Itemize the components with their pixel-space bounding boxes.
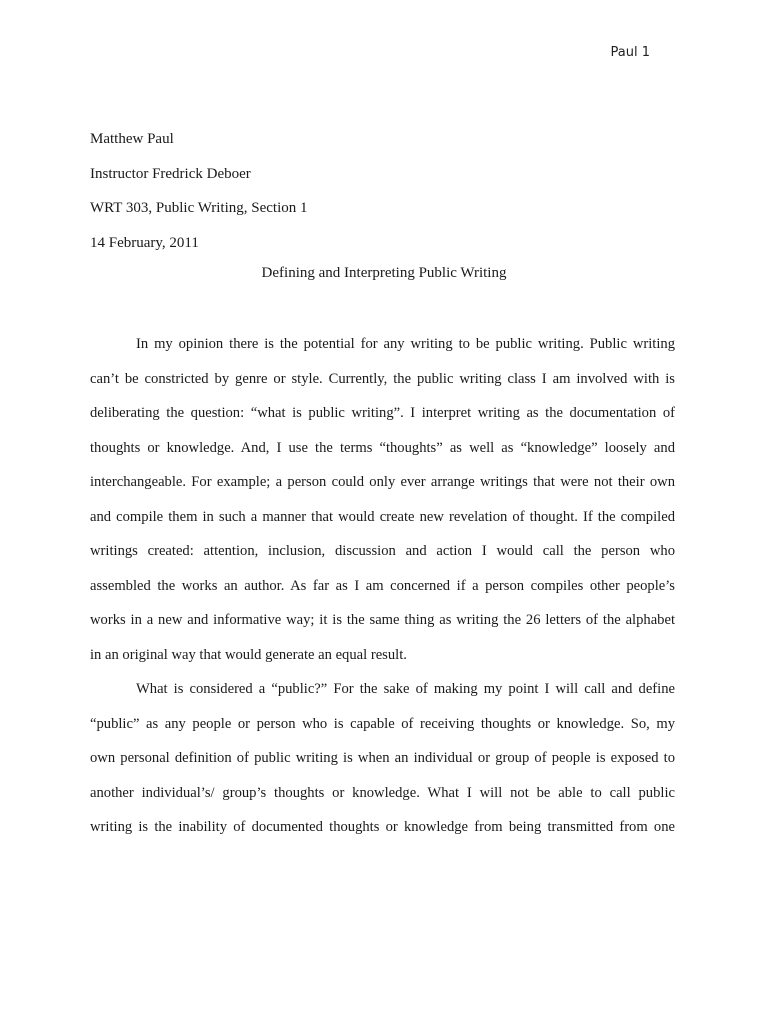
paragraph-2-line-5: writing is the inability of documented thoughts or knowledge from being transmitted from one — [90, 819, 675, 835]
author-name: Matthew Paul — [90, 131, 174, 147]
course-info: WRT 303, Public Writing, Section 1 — [90, 200, 308, 216]
paragraph-1-line-5: interchangeable. For example; a person could only ever arrange writings that were not their own — [90, 474, 675, 490]
paragraph-1-line-6: and compile them in such a manner that would create new revelation of thought. If the compiled — [90, 508, 675, 525]
paragraph-2-line-4: another individual’s/ group’s thoughts or knowledge. What I will not be able to call public — [90, 784, 675, 801]
paragraph-2-line-1: What is considered a “public?” For the sake of making my point I will call and define — [136, 681, 675, 697]
paragraph-2-line-2: “public” as any people or person who is capable of receiving thoughts or knowledge. So, my — [90, 715, 675, 732]
paragraph-2-line-3: own personal definition of public writing is when an individual or group of people is exposed to — [90, 750, 675, 766]
instructor-name: Instructor Fredrick Deboer — [90, 165, 251, 182]
paragraph-1-line-1: In my opinion there is the potential for any writing to be public writing. Public writing — [136, 336, 675, 352]
running-header: Paul 1 — [610, 45, 650, 60]
paragraph-1-line-4: thoughts or knowledge. And, I use the terms “thoughts” as well as “knowledge” loosely and — [90, 439, 675, 456]
paragraph-1-line-10: in an original way that would generate an equal result. — [90, 646, 407, 663]
paragraph-1-line-9: works in a new and informative way; it is the same thing as writing the 26 letters of the alphabet — [90, 612, 675, 628]
paragraph-1-line-8: assembled the works an author. As far as I am concerned if a person compiles other people’s — [90, 577, 675, 594]
paragraph-1-line-3: deliberating the question: “what is public writing”. I interpret writing as the documentation of — [90, 405, 675, 421]
document-title: Defining and Interpreting Public Writing — [261, 265, 507, 281]
mla-heading-block — [90, 122, 680, 260]
date-line: 14 February, 2011 — [90, 234, 199, 251]
document-body — [90, 327, 675, 845]
paragraph-1-line-7: writings created: attention, inclusion, discussion and action I would call the person who — [90, 543, 675, 559]
paragraph-1-line-2: can’t be constricted by genre or style. Currently, the public writing class I am involved with is — [90, 370, 675, 387]
